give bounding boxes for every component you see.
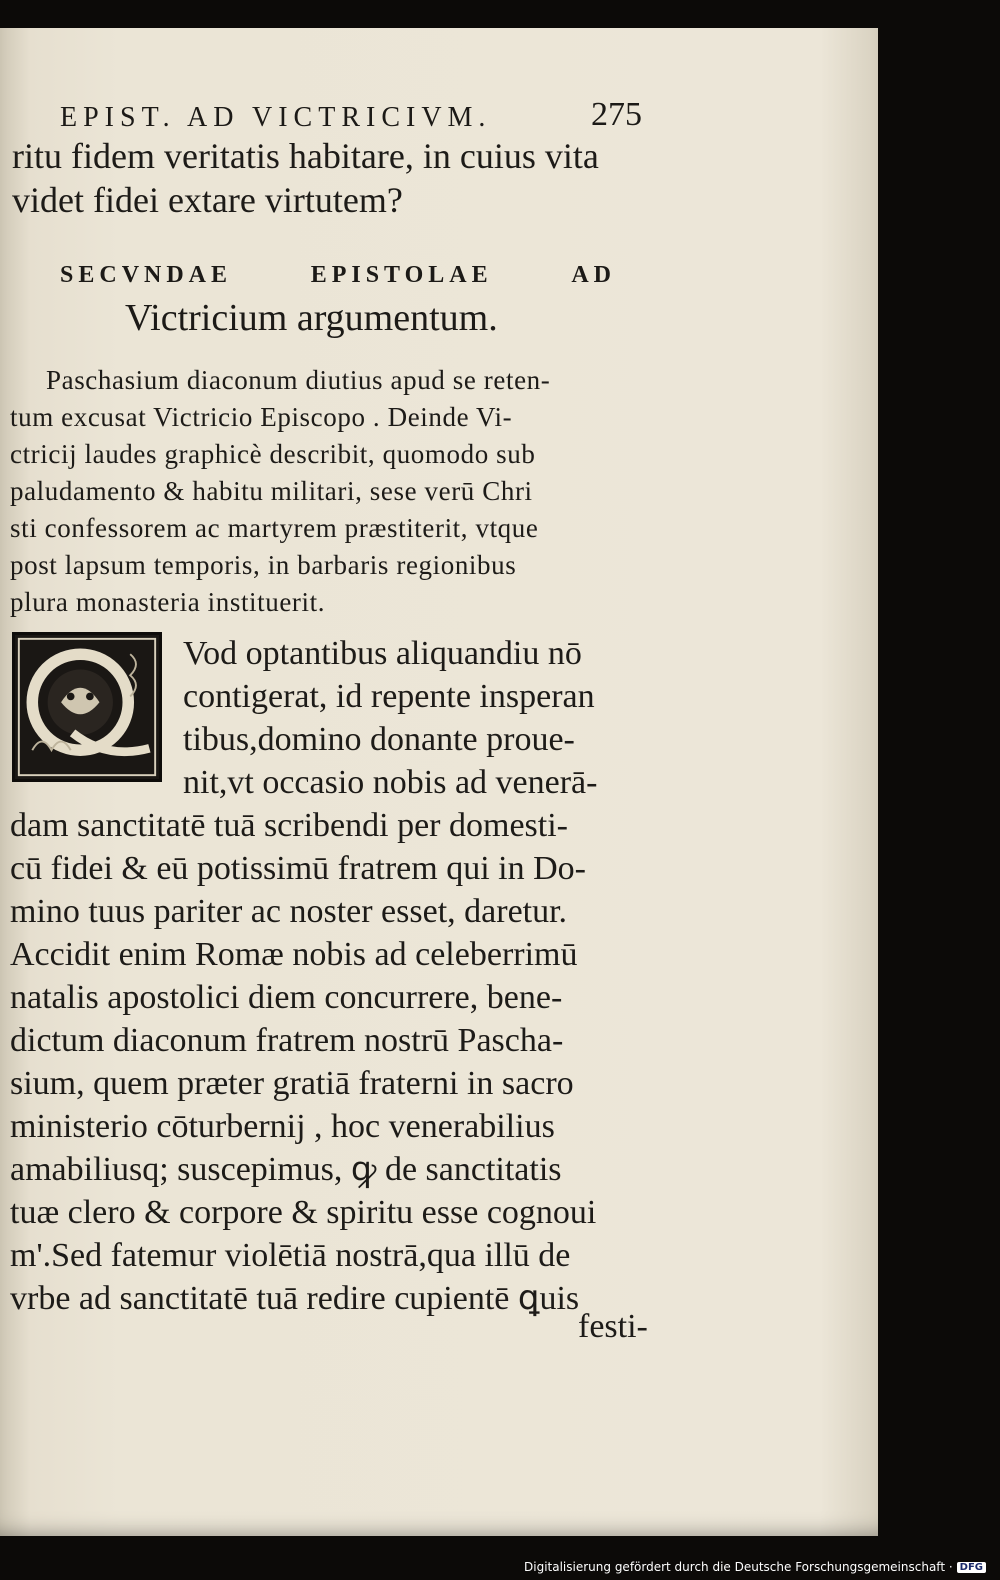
body-line: tibus,domino donante proue- (183, 721, 575, 758)
heading-word: AD (571, 262, 616, 288)
body-line: amabiliusq; suscepimus, ꝙ de sanctitatis (10, 1151, 562, 1188)
credit-text: Digitalisierung gefördert durch die Deutsche Forschungsgemeinschaft · (524, 1560, 953, 1574)
argument-line: ctricij laudes graphicè describit, quomodo sub (10, 439, 536, 469)
decorated-initial-q (12, 632, 162, 782)
digitization-credit (524, 1560, 986, 1574)
argument-line: plura monasteria instituerit. (10, 587, 326, 617)
page-number: 275 (591, 96, 642, 133)
body-line: natalis apostolici diem concurrere, bene- (10, 979, 563, 1016)
text-line: videt fidei extare virtutem? (12, 180, 403, 220)
body-text (10, 804, 596, 1320)
body-line: m'.Sed fatemur violētiā nostrā,qua illū de (10, 1237, 571, 1274)
body-line: ministerio cōturbernij , hoc venerabilius (10, 1108, 555, 1145)
body-line: Accidit enim Romæ nobis ad celeberrimū (10, 936, 578, 973)
running-head: EPIST. AD VICTRICIVM. (60, 102, 492, 133)
argument-line: tum excusat Victricio Episcopo . Deinde Vi- (10, 402, 513, 432)
catchword: festi- (578, 1308, 648, 1345)
text-line: ritu fidem veritatis habitare, in cuius vita (12, 136, 599, 176)
body-line: dictum diaconum fratrem nostrū Pascha- (10, 1022, 564, 1059)
heading-word: EPISTOLAE (310, 262, 493, 288)
body-line: dam sanctitatē tuā scribendi per domesti- (10, 807, 568, 844)
body-line: Vod optantibus aliquandiu nō (183, 635, 582, 672)
body-line: nit,vt occasio nobis ad venerā- (183, 764, 598, 801)
argument-line: paludamento & habitu militari, sese verū Chri (10, 476, 533, 506)
section-subtitle: Victricium argumentum. (125, 297, 498, 339)
body-line: tuæ clero & corpore & spiritu esse cognoui (10, 1194, 597, 1231)
page-header (60, 90, 642, 134)
body-line: cū fidei & eū potissimū fratrem qui in Do- (10, 850, 586, 887)
argument-line: sti confessorem ac martyrem præstiterit, vtque (10, 513, 539, 543)
argument-line: Paschasium diaconum diutius apud se reten- (46, 365, 551, 395)
body-line: vrbe ad sanctitatē tuā redire cupientē ꝗuis (10, 1280, 580, 1317)
dfg-logo: DFG (957, 1562, 986, 1573)
body-line: mino tuus pariter ac noster esset, daretur. (10, 893, 568, 930)
body-line: contigerat, id repente insperan (183, 678, 595, 715)
body-text-beside-initial (183, 632, 597, 804)
argument-paragraph (10, 362, 550, 621)
body-line: sium, quem præter gratiā fraterni in sacro (10, 1065, 574, 1102)
intro-text (12, 134, 599, 222)
heading-word: SECVNDAE (60, 262, 233, 288)
section-heading (60, 262, 616, 289)
argument-line: post lapsum temporis, in barbaris regionibus (10, 550, 517, 580)
ornament-icon (15, 635, 159, 779)
